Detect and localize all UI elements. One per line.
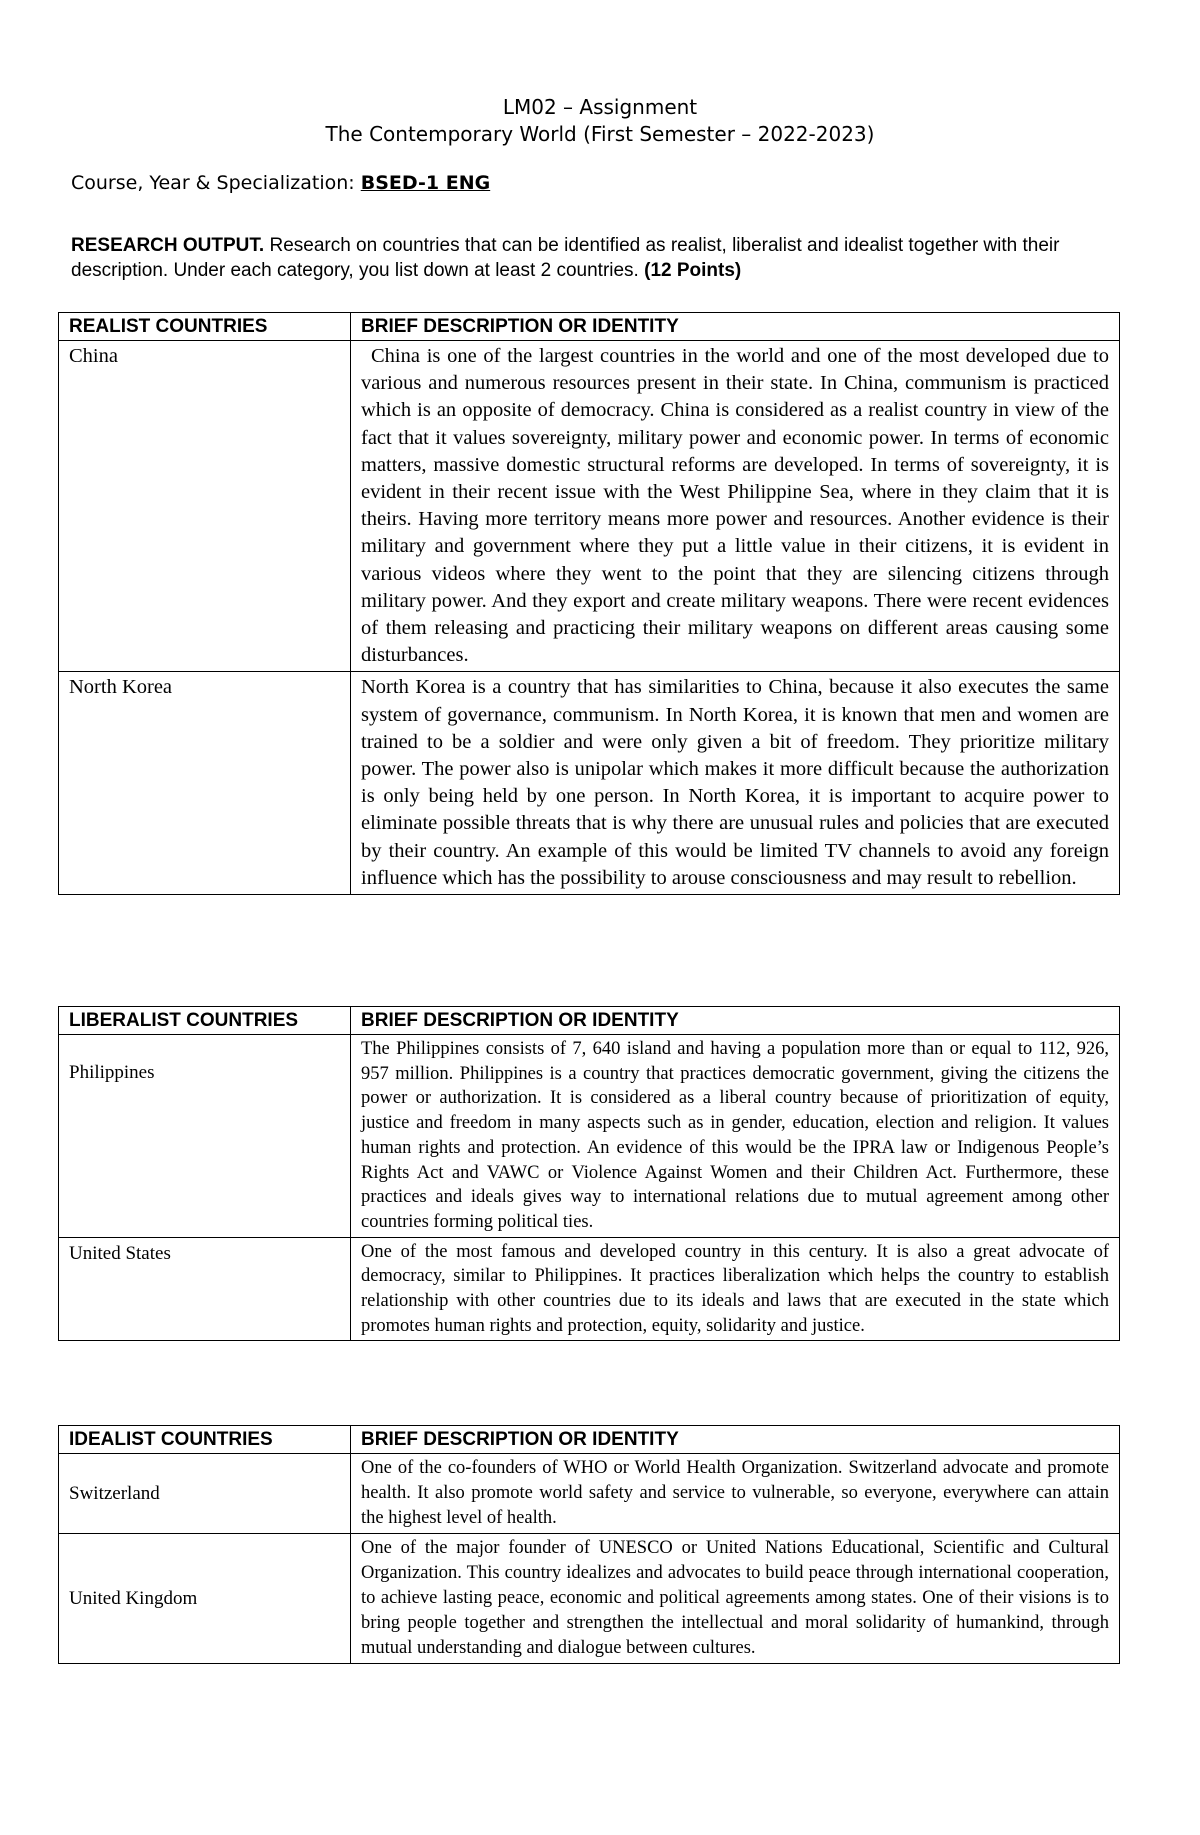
course-subtitle: The Contemporary World (First Semester – 2022-2023) <box>325 122 875 146</box>
document-header <box>0 94 1200 148</box>
realist-col-header: REALIST COUNTRIES <box>59 313 351 341</box>
description-cell: North Korea is a country that has similarities to China, because it also executes the same system of governance, communism. In North Korea, it is known that men and women are trained to be a soldier and were only given a bit of freedom. They prioritize military power. The power also is unipolar which makes it more difficult because the authorization is only being held by one person. In North Korea, it is important to acquire power to eliminate possible threats that is why there are unusual rules and policies that are executed by their country. An example of this would be limited TV channels to avoid any foreign influence which has the possibility to arouse consciousness and may result to rebellion. <box>351 672 1120 895</box>
description-cell: One of the co-founders of WHO or World Health Organization. Switzerland advocate and promote health. It also promote world safety and service to vulnerable, so everyone, everywhere can attain the highest level of health. <box>351 1454 1120 1534</box>
table-row <box>59 1534 1120 1664</box>
country-cell: United States <box>59 1237 351 1341</box>
country-cell: United Kingdom <box>59 1534 351 1664</box>
instructions <box>71 233 1131 283</box>
liberalist-table <box>58 1006 1120 1341</box>
table-header-row <box>59 313 1120 341</box>
table-header-row <box>59 1007 1120 1035</box>
course-label: Course, Year & Specialization: <box>71 172 361 194</box>
course-line <box>71 172 490 194</box>
description-col-header: BRIEF DESCRIPTION OR IDENTITY <box>351 1426 1120 1454</box>
course-value: BSED-1 ENG <box>360 172 491 194</box>
description-cell: The Philippines consists of 7, 640 island and having a population more than or equal to 112, 926, 957 million. Philippines is a country that practices democratic government, giving the citizens the power or authorization. It is considered as a liberal country because of prioritization of equity, justice and freedom in many aspects such as in gender, education, election and religion. It values human rights and protection. An evidence of this would be the IPRA law or Indigenous People’s Rights Act and VAWC or Violence Against Women and their Children Act. Furthermore, these practices and ideals gives way to international relations due to mutual agreement among other countries forming political ties. <box>351 1035 1120 1238</box>
realist-table <box>58 312 1120 895</box>
instructions-text: Research on countries that can be identified as realist, liberalist and idealist together with their description. Under each category, you list down at least 2 countries. <box>71 235 1060 281</box>
table-row <box>59 1454 1120 1534</box>
table-row <box>59 672 1120 895</box>
country-cell: China <box>59 341 351 672</box>
description-cell: One of the major founder of UNESCO or United Nations Educational, Scientific and Cultural Organization. This country idealizes and advocates to build peace through international cooperation, to achieve lasting peace, economic and political agreements among states. One of their visions is to bring people together and strengthen the intellectual and moral solidarity of humankind, through mutual understanding and dialogue between cultures. <box>351 1534 1120 1664</box>
table-row <box>59 341 1120 672</box>
instructions-points: (12 Points) <box>644 260 742 281</box>
description-col-header: BRIEF DESCRIPTION OR IDENTITY <box>351 313 1120 341</box>
table-row <box>59 1237 1120 1341</box>
idealist-col-header: IDEALIST COUNTRIES <box>59 1426 351 1454</box>
country-cell: Philippines <box>59 1035 351 1238</box>
instructions-lead: RESEARCH OUTPUT. <box>71 235 265 256</box>
description-cell: China is one of the largest countries in the world and one of the most developed due to various and numerous resources present in their state. In China, communism is practiced which is an opposite of democracy. China is considered as a realist country in view of the fact that it values sovereignty, military power and economic power. In terms of economic matters, massive domestic structural reforms are developed. In terms of sovereignty, it is evident in their recent issue with the West Philippine Sea, where in they claim that it is theirs. Having more territory means more power and resources. Another evidence is their military and government where they put a little value in their citizens, it is evident in various videos where they went to the point that they are silencing citizens through military power. And they export and create military weapons. There were recent evidences of them releasing and practicing their military weapons on different areas causing some disturbances. <box>351 341 1120 672</box>
table-header-row <box>59 1426 1120 1454</box>
description-cell: One of the most famous and developed country in this century. It is also a great advocate of democracy, similar to Philippines. It practices liberalization which helps the country to establish relationship with other countries due to its ideals and laws that are executed in the state which promotes human rights and protection, equity, solidarity and justice. <box>351 1237 1120 1341</box>
country-cell: Switzerland <box>59 1454 351 1534</box>
table-row <box>59 1035 1120 1238</box>
idealist-table <box>58 1425 1120 1664</box>
liberalist-col-header: LIBERALIST COUNTRIES <box>59 1007 351 1035</box>
country-cell: North Korea <box>59 672 351 895</box>
assignment-title: LM02 – Assignment <box>502 95 698 119</box>
description-col-header: BRIEF DESCRIPTION OR IDENTITY <box>351 1007 1120 1035</box>
